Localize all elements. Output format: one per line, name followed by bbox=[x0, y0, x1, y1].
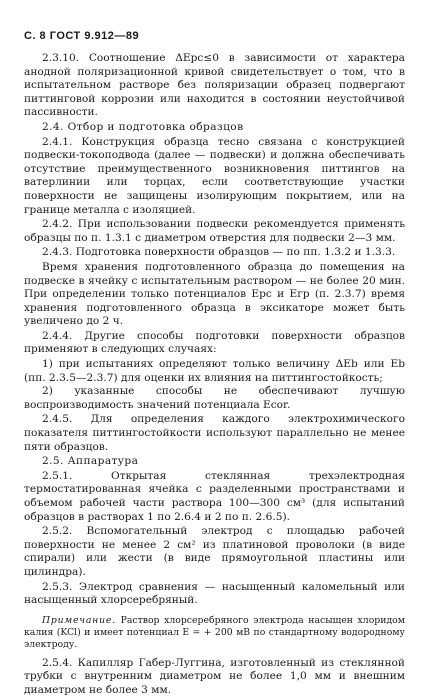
paragraph-2-4-4: 2.4.4. Другие способы подготовки поверхности образцов применяют в следующих случаях: bbox=[24, 329, 405, 356]
paragraph-2-5-1: 2.5.1. Открытая стеклянная трехэлектродная термостатированная ячейка с разделенными пространствами и объемом рабочей части раствора 100—300 см³ (для испытаний образцов в растворах 1 по 2.6.4 и 2 по п. 2.6.5). bbox=[24, 469, 405, 523]
note-text: Раствор хлорсеребряного электрода насыщен хлоридом калия (KCl) и имеет потенциал E = + 200 мВ по стандартному водородному электроду. bbox=[24, 614, 405, 650]
paragraph-2-5-3: 2.5.3. Электрод сравнения — насыщенный каломельный или насыщенный хлорсеребряный. bbox=[24, 580, 405, 607]
list-item: 2) указанные способы не обеспечивают лучшую воспроизводимость значений потенциала Eсor. bbox=[24, 385, 405, 411]
section-heading-2-4: 2.4. Отбор и подготовка образцов bbox=[42, 120, 244, 133]
note-label: Примечание. bbox=[42, 614, 116, 626]
paragraph-2-4-2: 2.4.2. При использовании подвески рекомендуется применять образцы по п. 1.3.1 с диаметром отверстия для подвески 2—3 мм. bbox=[24, 218, 405, 244]
conditions-list bbox=[24, 358, 405, 412]
paragraph-storage-time: Время хранения подготовленного образца до помещения на подвеске в ячейку с испытательным раствором — не более 20 мин. При определении только потенциалов Epc и Eгр (п. 2.3.7) время хранения подготовленного образца в эксикаторе может быть увеличено до 2 ч. bbox=[24, 260, 405, 328]
paragraph-2-4-5: 2.4.5. Для определения каждого электрохимического показателя питтингостойкости используют параллельно не менее пяти образцов. bbox=[24, 413, 405, 453]
section-heading-2-5: 2.5. Аппаратура bbox=[42, 455, 139, 468]
paragraph-2-3-10: 2.3.10. Соотношение ΔEpc≤0 в зависимости от характера анодной поляризационной кривой свидетельствует о том, что в испытательном растворе без поляризации образец подвергают питтинговой коррозии или находится в состоянии неустойчивой пассивности. bbox=[24, 52, 405, 119]
note bbox=[24, 615, 405, 651]
paragraph-2-4-3: 2.4.3. Подготовка поверхности образцов — по пп. 1.3.2 и 1.3.3. bbox=[42, 246, 396, 259]
list-item: 1) при испытаниях определяют только величину ΔEb или Eb (пп. 2.3.5—2.3.7) для оценки их влияния на питтингостойкость; bbox=[24, 358, 405, 384]
paragraph-2-5-2: 2.5.2. Вспомогательный электрод с площадью рабочей поверхности не менее 2 см² из платиновой проволоки (в виде спирали) или жести (в виде прямоугольной пластины или цилиндра). bbox=[24, 525, 405, 578]
paragraph-2-5-4: 2.5.4. Капилляр Габер-Луггина, изготовленный из стеклянной трубки с внутренним диаметром не более 1,0 мм и внешним диаметром не более 3 мм. bbox=[24, 656, 405, 696]
page-header: С. 8 ГОСТ 9.912—89 bbox=[24, 30, 140, 42]
paragraph-2-4-1: 2.4.1. Конструкция образца тесно связана с конструкцией подвески-токоподвода (далее — подвески) и должна обеспечивать отсутствие преимущественного возникновения питтингов на ватерлинии или торцах, если соответствующие участки поверхности не защищены изолирующим покрытием, или на границе металла с изоляцией. bbox=[24, 135, 405, 216]
